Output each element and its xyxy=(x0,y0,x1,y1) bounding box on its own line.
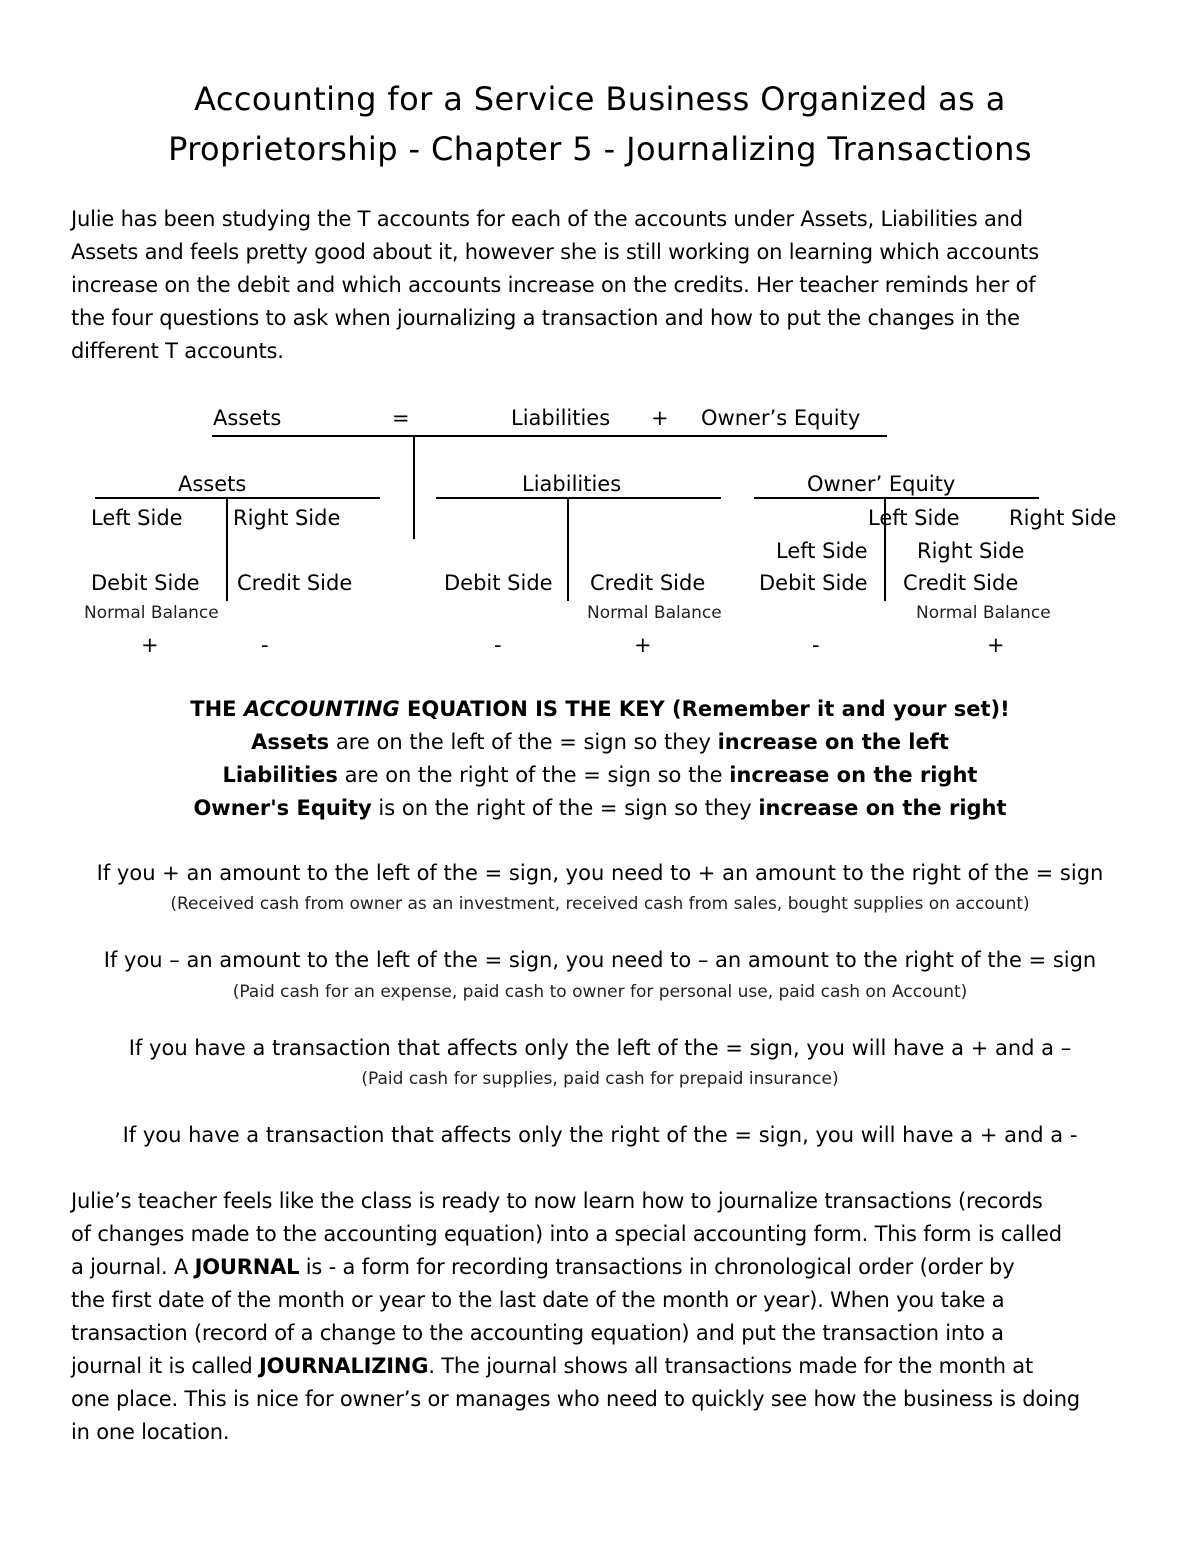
liabilities-plus-sign: + xyxy=(634,633,652,657)
rule-main: If you have a transaction that affects only the right of the = sign, you will have a + and a - xyxy=(122,1123,1078,1147)
closing-text: a journal. A xyxy=(71,1255,195,1279)
rule-main: If you + an amount to the left of the = sign, you need to + an amount to the right of the = sign xyxy=(96,861,1104,885)
assets-debit-side: Debit Side xyxy=(91,571,200,595)
owners-equity-right-side-b: Right Side xyxy=(917,539,1025,563)
assets-minus-sign: - xyxy=(261,633,269,657)
equation-underline xyxy=(212,435,887,437)
assets-normal-balance: Normal Balance xyxy=(84,603,219,623)
intro-line: increase on the debit and which accounts increase on the credits. Her teacher reminds her of xyxy=(71,273,1036,297)
key-rule-liabilities: increase on the right xyxy=(729,763,978,787)
t-account-assets-stem xyxy=(226,499,228,601)
key-rule-assets: increase on the left xyxy=(717,730,949,754)
rule-main: If you – an amount to the left of the = sign, you need to – an amount to the right of the = sign xyxy=(103,948,1097,972)
key-line-owners-equity xyxy=(0,792,1200,825)
owners-equity-credit-side: Credit Side xyxy=(903,571,1019,595)
liabilities-minus-sign: - xyxy=(494,633,502,657)
key-term-liabilities: Liabilities xyxy=(222,763,338,787)
rule-example: (Received cash from owner as an investment, received cash from sales, bought supplies on account) xyxy=(170,894,1030,914)
intro-paragraph xyxy=(71,203,1131,368)
rule-example: (Paid cash for an expense, paid cash to owner for personal use, paid cash on Account) xyxy=(232,982,968,1002)
t-account-assets-top xyxy=(95,497,380,499)
intro-line: Assets and feels pretty good about it, however she is still working on learning which accounts xyxy=(71,240,1039,264)
liabilities-normal-balance: Normal Balance xyxy=(587,603,722,623)
rule-main: If you have a transaction that affects only the left of the = sign, you will have a + and a – xyxy=(128,1036,1072,1060)
owners-equity-minus-sign: - xyxy=(812,633,820,657)
intro-line: different T accounts. xyxy=(71,339,284,363)
assets-credit-side: Credit Side xyxy=(237,571,353,595)
key-heading-pre: THE xyxy=(190,697,244,721)
owners-equity-plus-sign: + xyxy=(987,633,1005,657)
key-line-assets xyxy=(0,726,1200,759)
closing-line: Julie’s teacher feels like the class is ready to now learn how to journalize transactions (records xyxy=(71,1189,1043,1213)
t-account-liabilities-stem xyxy=(567,499,569,601)
key-text: are on the right of the = sign so the xyxy=(337,763,730,787)
closing-line: transaction (record of a change to the accounting equation) and put the transaction into a xyxy=(71,1321,1004,1345)
key-text: is on the right of the = sign so they xyxy=(371,796,759,820)
key-heading-post: EQUATION IS THE KEY (Remember it and your set)! xyxy=(399,697,1010,721)
key-text: are on the left of the = sign so they xyxy=(329,730,718,754)
equation-owners-equity: Owner’s Equity xyxy=(701,406,861,430)
equation-equals: = xyxy=(392,406,410,430)
t-account-liabilities-top xyxy=(436,497,721,499)
closing-line xyxy=(71,1251,1131,1284)
closing-line: the first date of the month or year to the last date of the month or year). When you take a xyxy=(71,1288,1005,1312)
equation-assets: Assets xyxy=(213,406,282,430)
term-journal: JOURNAL xyxy=(194,1255,300,1279)
term-journalizing: JOURNALIZING xyxy=(258,1354,429,1378)
closing-text: . The journal shows all transactions made for the month at xyxy=(428,1354,1033,1378)
key-term-assets: Assets xyxy=(251,730,330,754)
closing-line: one place. This is nice for owner’s or manages who need to quickly see how the business is doing xyxy=(71,1387,1080,1411)
owners-equity-normal-balance: Normal Balance xyxy=(916,603,1051,623)
liabilities-credit-side: Credit Side xyxy=(590,571,706,595)
owners-equity-debit-side: Debit Side xyxy=(759,571,868,595)
t-account-liabilities-title: Liabilities xyxy=(522,472,622,496)
assets-left-side: Left Side xyxy=(91,506,183,530)
closing-line: in one location. xyxy=(71,1420,230,1444)
page-title-line-2: Proprietorship - Chapter 5 - Journalizing Transactions xyxy=(168,130,1032,168)
assets-right-side: Right Side xyxy=(233,506,341,530)
owners-equity-left-side-b: Left Side xyxy=(776,539,868,563)
page-title-line-1: Accounting for a Service Business Organized as a xyxy=(194,80,1006,118)
key-rule-owners-equity: increase on the right xyxy=(758,796,1007,820)
t-account-assets-title: Assets xyxy=(178,472,247,496)
key-heading xyxy=(0,693,1200,726)
assets-plus-sign: + xyxy=(141,633,159,657)
owners-equity-left-side-a: Left Side xyxy=(868,506,960,530)
intro-line: the four questions to ask when journalizing a transaction and how to put the changes in the xyxy=(71,306,1020,330)
liabilities-debit-side: Debit Side xyxy=(444,571,553,595)
closing-text: is - a form for recording transactions in chronological order (order by xyxy=(299,1255,1015,1279)
key-heading-emphasis: ACCOUNTING xyxy=(243,697,400,721)
closing-line xyxy=(71,1350,1131,1383)
t-account-owners-equity-title: Owner’ Equity xyxy=(807,472,956,496)
closing-paragraph xyxy=(71,1185,1131,1449)
owners-equity-right-side-a: Right Side xyxy=(1009,506,1117,530)
equation-plus: + xyxy=(651,406,669,430)
closing-line: of changes made to the accounting equation) into a special accounting form. This form is called xyxy=(71,1222,1062,1246)
t-account-owners-equity-top xyxy=(754,497,1039,499)
intro-line: Julie has been studying the T accounts for each of the accounts under Assets, Liabilities and xyxy=(71,207,1023,231)
key-term-owners-equity: Owner's Equity xyxy=(193,796,372,820)
closing-text: journal it is called xyxy=(71,1354,259,1378)
equation-divider xyxy=(413,437,415,539)
key-line-liabilities xyxy=(0,759,1200,792)
rule-example: (Paid cash for supplies, paid cash for prepaid insurance) xyxy=(361,1069,839,1089)
equation-liabilities: Liabilities xyxy=(511,406,611,430)
